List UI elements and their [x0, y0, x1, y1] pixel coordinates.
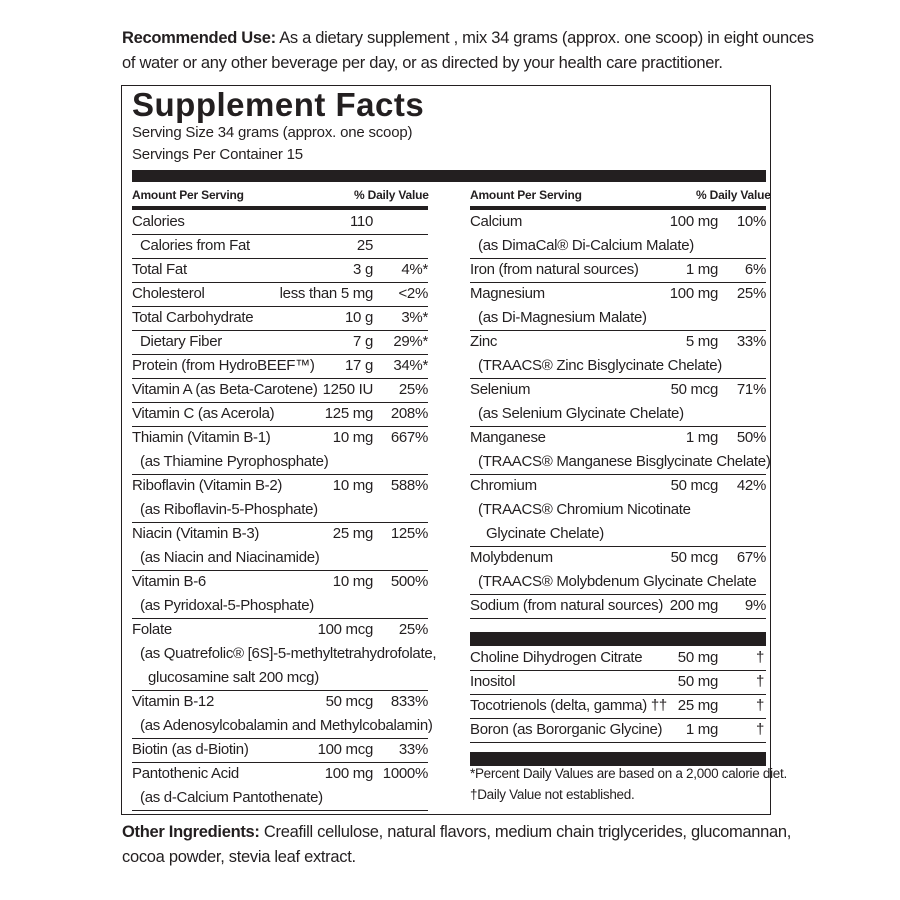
- nutrient-amount: 7 g: [353, 333, 373, 350]
- nutrient-row: [132, 282, 428, 306]
- nutrient-source: (as Adenosylcobalamin and Methylcobalamin): [140, 717, 433, 734]
- nutrient-daily-value: 125%: [390, 525, 428, 542]
- nutrient-row: [132, 330, 428, 354]
- nutrient-daily-value: <2%: [398, 285, 428, 302]
- nutrient-daily-value: 67%: [736, 549, 766, 566]
- nutrient-row: [132, 618, 437, 690]
- nutrient-amount: 10 mg: [332, 573, 373, 590]
- nutrient-daily-value: 25%: [398, 621, 428, 638]
- nutrient-row: [470, 210, 766, 258]
- nutrient-name: Magnesium: [470, 285, 545, 302]
- nutrient-amount: 100 mg: [324, 765, 373, 782]
- supplement-facts-panel: [121, 85, 787, 815]
- nutrient-name: Sodium (from natural sources): [470, 597, 664, 614]
- nutrient-amount: 50 mg: [677, 673, 718, 690]
- nutrient-amount: 50 mg: [677, 649, 718, 666]
- nutrient-source: (TRAACS® Zinc Bisglycinate Chelate): [478, 357, 722, 374]
- nutrient-name: Inositol: [470, 673, 516, 690]
- nutrient-daily-value: 3%*: [401, 309, 428, 326]
- nutrient-source-cont: Glycinate Chelate): [486, 525, 604, 542]
- recommended-use-text: [122, 26, 822, 76]
- nutrient-name: Zinc: [470, 333, 498, 350]
- nutrient-row: [470, 718, 766, 742]
- nutrient-row: [132, 354, 428, 378]
- nutrient-amount: 1 mg: [685, 721, 718, 738]
- nutrient-name: Choline Dihydrogen Citrate: [470, 649, 643, 666]
- nutrient-name: Thiamin (Vitamin B-1): [132, 429, 271, 446]
- nutrient-amount: 1 mg: [685, 429, 718, 446]
- servings-per-container: Servings Per Container 15: [132, 146, 303, 163]
- nutrient-name: Molybdenum: [470, 549, 553, 566]
- nutrient-amount: 5 mg: [685, 333, 718, 350]
- nutrient-name: Vitamin B-12: [132, 693, 214, 710]
- nutrient-source: (as Thiamine Pyrophosphate): [140, 453, 329, 470]
- nutrient-amount: 1 mg: [685, 261, 718, 278]
- nutrient-name: Cholesterol: [132, 285, 205, 302]
- left-header-amount: Amount Per Serving: [132, 188, 244, 202]
- nutrient-daily-value: 667%: [390, 429, 428, 446]
- nutrient-row: [470, 694, 766, 718]
- nutrient-daily-value: 50%: [736, 429, 766, 446]
- nutrient-name: Tocotrienols (delta, gamma) ††: [470, 697, 667, 714]
- nutrient-source: (TRAACS® Molybdenum Glycinate Chelate: [478, 573, 757, 590]
- nutrient-amount: 200 mg: [669, 597, 718, 614]
- nutrient-row: [132, 306, 428, 330]
- nutrient-name: Manganese: [470, 429, 546, 446]
- nutrient-name: Protein (from HydroBEEF™): [132, 357, 315, 374]
- nutrient-name: Calories from Fat: [140, 237, 250, 254]
- nutrient-daily-value: 588%: [390, 477, 428, 494]
- nutrient-row: [470, 646, 766, 670]
- nutrient-source: (TRAACS® Manganese Bisglycinate Chelate): [478, 453, 771, 470]
- nutrient-amount: 100 mcg: [317, 741, 373, 758]
- other-ingredients-body: Creafill cellulose, natural flavors, medium chain triglycerides, glucomannan, cocoa powder, stevia leaf extract.: [122, 823, 792, 866]
- nutrient-daily-value: 33%: [736, 333, 766, 350]
- nutrient-row: [132, 426, 428, 474]
- nutrient-row: [470, 282, 766, 330]
- nutrient-source: (as Riboflavin-5-Phosphate): [140, 501, 318, 518]
- nutrient-amount: 100 mg: [669, 213, 718, 230]
- nutrient-daily-value: 6%: [744, 261, 766, 278]
- nutrient-row: [132, 762, 428, 810]
- nutrient-name: Vitamin C (as Acerola): [132, 405, 275, 422]
- nutrient-daily-value: 833%: [390, 693, 428, 710]
- nutrient-amount: 50 mcg: [670, 549, 718, 566]
- nutrient-source: (as d-Calcium Pantothenate): [140, 789, 323, 806]
- nutrient-row: [470, 474, 766, 546]
- nutrient-name: Total Fat: [132, 261, 187, 278]
- nutrient-row: [132, 738, 428, 762]
- nutrient-daily-value: 25%: [398, 381, 428, 398]
- nutrient-daily-value: 1000%: [382, 765, 428, 782]
- nutrient-source: (as Niacin and Niacinamide): [140, 549, 320, 566]
- nutrient-amount: 3 g: [353, 261, 373, 278]
- nutrient-amount: 10 mg: [332, 477, 373, 494]
- nutrient-name: Riboflavin (Vitamin B-2): [132, 477, 283, 494]
- nutrient-amount: 25 mg: [677, 697, 718, 714]
- nutrient-daily-value: 4%*: [401, 261, 428, 278]
- nutrient-amount: 10 mg: [332, 429, 373, 446]
- row-divider: [132, 810, 428, 811]
- nutrient-row: [470, 258, 766, 282]
- recommended-use-body: As a dietary supplement , mix 34 grams (approx. one scoop) in eight ounces of water or any other beverage per day, or as directed by your health care practitioner.: [122, 29, 814, 72]
- nutrient-name: Dietary Fiber: [140, 333, 222, 350]
- nutrient-daily-value: 29%*: [393, 333, 428, 350]
- footnote-percent: *Percent Daily Values are based on a 2,000 calorie diet.: [470, 766, 787, 781]
- nutrient-row: [470, 426, 771, 474]
- nutrient-source: (as Quatrefolic® [6S]-5-methyltetrahydrofolate,: [140, 645, 437, 662]
- nutrient-amount: 100 mg: [669, 285, 718, 302]
- nutrient-name: Calories: [132, 213, 185, 230]
- other-ingredients-text: [122, 820, 822, 870]
- nutrient-row: [470, 594, 766, 618]
- nutrient-amount: 1250 IU: [322, 381, 373, 398]
- nutrient-name: Folate: [132, 621, 172, 638]
- nutrient-daily-value: 208%: [390, 405, 428, 422]
- nutrient-row: [132, 570, 428, 618]
- nutrient-amount: 17 g: [345, 357, 373, 374]
- nutrient-name: Vitamin A (as Beta-Carotene): [132, 381, 318, 398]
- nutrient-row: [132, 234, 428, 258]
- nutrient-amount: 50 mcg: [670, 477, 718, 494]
- nutrient-row: [132, 258, 428, 282]
- nutrient-daily-value: †: [755, 649, 764, 666]
- nutrient-amount: 25: [356, 237, 373, 254]
- nutrient-amount: 50 mcg: [325, 693, 373, 710]
- nutrient-amount: 125 mg: [324, 405, 373, 422]
- row-divider: [470, 618, 766, 619]
- top-thick-bar: [132, 170, 766, 182]
- nutrient-row: [470, 330, 766, 378]
- nutrient-row: [132, 474, 428, 522]
- nutrient-amount: 10 g: [345, 309, 373, 326]
- nutrient-name: Pantothenic Acid: [132, 765, 239, 782]
- nutrient-source: (as Pyridoxal-5-Phosphate): [140, 597, 314, 614]
- nutrient-daily-value: 500%: [390, 573, 428, 590]
- bottom-thick-bar: [470, 752, 766, 766]
- nutrient-daily-value: 34%*: [393, 357, 428, 374]
- nutrient-name: Iron (from natural sources): [470, 261, 639, 278]
- nutrient-amount: 25 mg: [332, 525, 373, 542]
- nutrient-row: [132, 210, 428, 234]
- nutrient-name: Vitamin B-6: [132, 573, 206, 590]
- nutrient-name: Biotin (as d-Biotin): [132, 741, 249, 758]
- nutrient-source-cont: glucosamine salt 200 mcg): [148, 669, 319, 686]
- nutrient-daily-value: 42%: [736, 477, 766, 494]
- nutrient-daily-value: 9%: [744, 597, 766, 614]
- nutrient-amount: 110: [349, 213, 373, 230]
- left-header-dv: % Daily Value: [354, 188, 429, 202]
- nutrient-row: [132, 402, 428, 426]
- nutrient-row: [470, 670, 766, 694]
- nutrient-name: Niacin (Vitamin B-3): [132, 525, 260, 542]
- nutrient-daily-value: 71%: [736, 381, 766, 398]
- nutrient-row: [132, 378, 428, 402]
- nutrient-name: Selenium: [470, 381, 531, 398]
- supplement-facts-title: Supplement Facts: [132, 86, 425, 123]
- right-header-dv: % Daily Value: [696, 188, 771, 202]
- nutrient-source: (TRAACS® Chromium Nicotinate: [478, 501, 691, 518]
- nutrient-daily-value: 33%: [398, 741, 428, 758]
- nutrient-name: Chromium: [470, 477, 537, 494]
- serving-size: Serving Size 34 grams (approx. one scoop): [132, 124, 413, 141]
- nutrient-name: Calcium: [470, 213, 523, 230]
- recommended-use-label: Recommended Use:: [122, 29, 276, 47]
- nutrient-amount: 50 mcg: [670, 381, 718, 398]
- nutrient-source: (as Di-Magnesium Malate): [478, 309, 647, 326]
- nutrient-row: [132, 690, 433, 738]
- nutrient-row: [470, 378, 766, 426]
- nutrient-amount: 100 mcg: [317, 621, 373, 638]
- nutrient-name: Total Carbohydrate: [132, 309, 254, 326]
- nutrient-daily-value: †: [755, 697, 764, 714]
- row-divider: [470, 742, 766, 743]
- right-header-amount: Amount Per Serving: [470, 188, 582, 202]
- nutrient-daily-value: †: [755, 721, 764, 738]
- nutrient-daily-value: 25%: [736, 285, 766, 302]
- nutrient-name: Boron (as Bororganic Glycine): [470, 721, 663, 738]
- nutrient-daily-value: 10%: [736, 213, 766, 230]
- footnote-dagger: †Daily Value not established.: [470, 787, 635, 802]
- nutrient-row: [470, 546, 766, 594]
- nutrient-amount: less than 5 mg: [279, 285, 373, 302]
- other-ingredients-label: Other Ingredients:: [122, 823, 260, 841]
- nutrient-source: (as DimaCal® Di-Calcium Malate): [478, 237, 694, 254]
- nutrient-daily-value: †: [755, 673, 764, 690]
- nutrient-source: (as Selenium Glycinate Chelate): [478, 405, 684, 422]
- nutrient-row: [132, 522, 428, 570]
- mid-thick-bar: [470, 632, 766, 646]
